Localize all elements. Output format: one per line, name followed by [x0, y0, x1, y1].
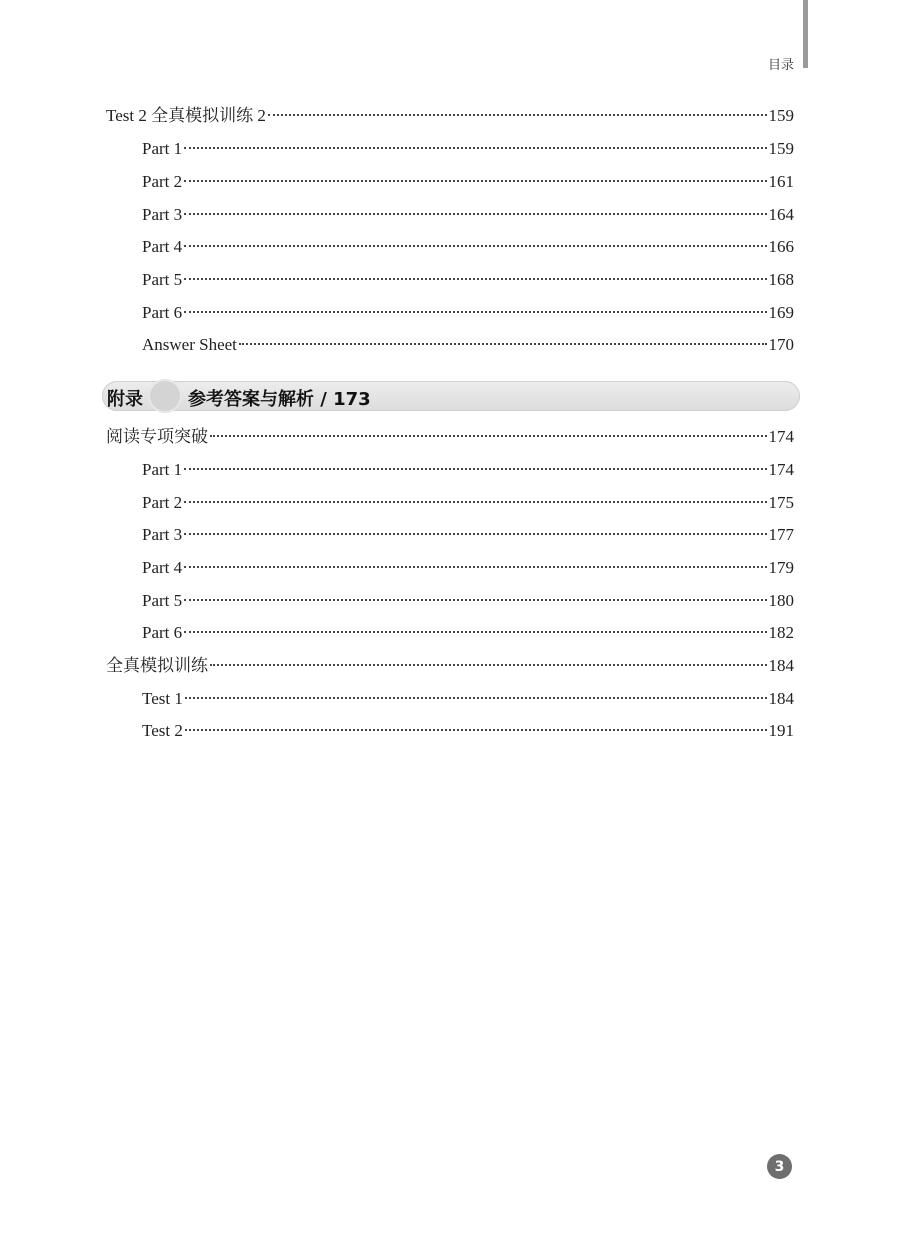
dot-leader — [210, 435, 767, 437]
dot-leader — [184, 147, 766, 149]
toc-entry — [142, 300, 794, 326]
toc-entry-label: Part 4 — [142, 237, 183, 256]
toc-entry-label: Part 5 — [142, 270, 183, 289]
dot-leader — [184, 599, 766, 601]
toc-entry — [142, 202, 794, 228]
toc-entry-label: Answer Sheet — [142, 335, 237, 354]
toc-entry — [142, 588, 794, 614]
toc-entry-label: Part 6 — [142, 303, 183, 322]
toc-entry-page: 182 — [768, 623, 794, 642]
toc-entry — [142, 522, 794, 548]
toc-entry-label: Part 5 — [142, 591, 183, 610]
toc-entry-label: Part 4 — [142, 558, 183, 577]
toc-entry-label: 全真模拟训练 — [106, 656, 208, 675]
toc-entry — [142, 490, 794, 516]
toc-entry — [142, 718, 794, 744]
toc-entry-page: 180 — [768, 591, 794, 610]
toc-entry-page: 166 — [768, 237, 794, 256]
toc-entry — [106, 103, 794, 129]
toc-entry-page: 184 — [768, 656, 794, 675]
dot-leader — [239, 343, 767, 345]
toc-entry-label: Test 1 — [142, 689, 183, 708]
dot-leader — [184, 501, 766, 503]
dot-leader — [184, 566, 766, 568]
toc-entry-page: 184 — [768, 689, 794, 708]
running-header: 目录 — [768, 58, 795, 73]
toc-entry-page: 177 — [768, 525, 794, 544]
toc-entry — [142, 169, 794, 195]
toc-entry-label: Part 3 — [142, 525, 183, 544]
dot-leader — [184, 311, 766, 313]
toc-entry — [142, 457, 794, 483]
toc-entry-page: 175 — [768, 493, 794, 512]
toc-entry-label: Part 2 — [142, 493, 183, 512]
toc-entry-page: 191 — [768, 721, 794, 740]
dot-leader — [184, 245, 766, 247]
dot-leader — [268, 114, 767, 116]
toc-entry — [106, 653, 794, 679]
toc-entry-label: Part 2 — [142, 172, 183, 191]
toc-entry-label: Part 6 — [142, 623, 183, 642]
toc-entry-label: Test 2 全真模拟训练 2 — [106, 106, 266, 125]
toc-entry — [142, 267, 794, 293]
page-number-badge: 3 — [767, 1154, 792, 1179]
toc-entry — [142, 686, 794, 712]
dot-leader — [184, 631, 766, 633]
dot-leader — [184, 278, 766, 280]
toc-entry-page: 174 — [768, 427, 794, 446]
toc-entry-page: 170 — [768, 335, 794, 354]
toc-entry-label: 阅读专项突破 — [106, 427, 208, 446]
toc-entry-page: 169 — [768, 303, 794, 322]
toc-entry-label: Part 1 — [142, 460, 183, 479]
toc-entry — [142, 332, 794, 358]
toc-entry — [142, 234, 794, 260]
toc-entry-page: 168 — [768, 270, 794, 289]
toc-entry-page: 159 — [768, 139, 794, 158]
toc-entry-page: 161 — [768, 172, 794, 191]
toc-entry-page: 179 — [768, 558, 794, 577]
toc-entry — [106, 424, 794, 450]
toc-entry-label: Test 2 — [142, 721, 183, 740]
appendix-label: 附录 — [107, 389, 143, 410]
toc-entry-label: Part 1 — [142, 139, 183, 158]
dot-leader — [184, 533, 766, 535]
dot-leader — [184, 468, 766, 470]
dot-leader — [185, 697, 767, 699]
dot-leader — [184, 180, 766, 182]
toc-entry-page: 164 — [768, 205, 794, 224]
toc-entry — [142, 136, 794, 162]
appendix-title: 参考答案与解析 / 173 — [188, 389, 371, 410]
dot-leader — [184, 213, 766, 215]
dot-leader — [185, 729, 767, 731]
toc-entry-page: 159 — [768, 106, 794, 125]
page-edge-tab — [803, 0, 808, 68]
toc-entry-label: Part 3 — [142, 205, 183, 224]
toc-entry-page: 174 — [768, 460, 794, 479]
toc-entry — [142, 555, 794, 581]
toc-entry — [142, 620, 794, 646]
circle-ornament-icon — [148, 379, 182, 413]
dot-leader — [210, 664, 767, 666]
